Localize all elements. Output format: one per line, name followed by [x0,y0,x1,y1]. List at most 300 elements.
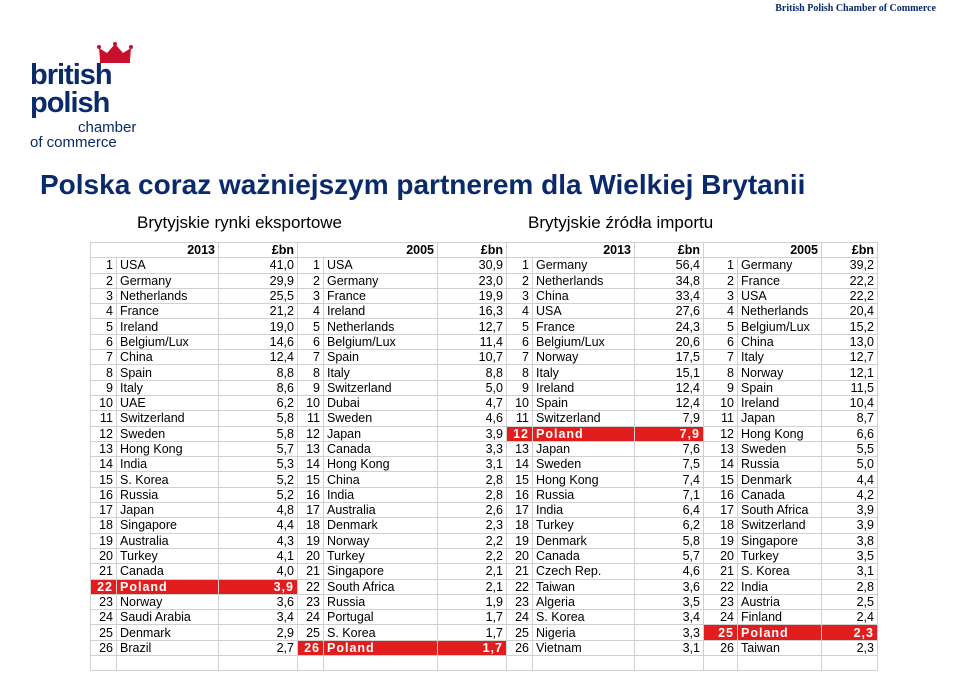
country-cell: UAE [117,395,219,410]
rank-cell: 2 [507,273,533,288]
rank-cell: 3 [507,288,533,303]
country-cell: Norway [533,350,635,365]
value-cell: 7,9 [635,411,704,426]
value-cell: 12,4 [635,395,704,410]
table-row [91,487,878,502]
country-cell: Russia [324,594,438,609]
value-cell: 2,1 [438,564,507,579]
country-cell: Czech Rep. [533,564,635,579]
rank-cell: 11 [704,411,738,426]
value-cell: 3,5 [635,594,704,609]
country-cell: Dubai [324,395,438,410]
value-cell: 4,6 [635,564,704,579]
country-cell: Italy [324,365,438,380]
country-cell: Australia [324,503,438,518]
country-cell: Russia [738,457,822,472]
value-cell: 8,6 [219,380,298,395]
empty-cell [91,656,117,671]
value-cell: 6,2 [635,518,704,533]
country-cell: Germany [117,273,219,288]
rank-cell: 18 [507,518,533,533]
rank-cell: 12 [91,426,117,441]
value-cell: 2,3 [822,625,878,640]
rank-cell: 16 [91,487,117,502]
value-cell: 30,9 [438,258,507,273]
rank-cell: 22 [298,579,324,594]
value-cell: 5,8 [219,411,298,426]
country-cell: S. Korea [533,610,635,625]
value-cell: 4,8 [219,503,298,518]
value-cell: 20,4 [822,304,878,319]
year-header: 2005 [298,243,438,258]
rank-cell: 22 [704,579,738,594]
country-cell: Poland [324,640,438,655]
value-cell: 2,3 [822,640,878,655]
table-row [91,273,878,288]
country-cell: Sweden [324,411,438,426]
country-cell: Sweden [738,441,822,456]
rank-cell: 25 [704,625,738,640]
value-cell: 4,1 [219,548,298,563]
rank-cell: 10 [507,395,533,410]
logo-word-chamber: chamber [78,119,137,136]
rank-cell: 25 [298,625,324,640]
value-cell: 8,7 [822,411,878,426]
empty-cell [219,656,298,671]
value-cell: 19,9 [438,288,507,303]
value-cell: 7,5 [635,457,704,472]
value-cell: 5,3 [219,457,298,472]
country-cell: Switzerland [324,380,438,395]
rank-cell: 20 [298,548,324,563]
rank-cell: 26 [704,640,738,655]
country-cell: South Africa [324,579,438,594]
rank-cell: 7 [704,350,738,365]
value-cell: 7,9 [635,426,704,441]
rank-cell: 21 [507,564,533,579]
rank-cell: 1 [507,258,533,273]
rank-cell: 8 [704,365,738,380]
country-cell: Denmark [738,472,822,487]
rank-cell: 12 [298,426,324,441]
country-cell: USA [533,304,635,319]
value-cell: 2,6 [438,503,507,518]
country-cell: France [738,273,822,288]
rank-cell: 7 [507,350,533,365]
country-cell: Brazil [117,640,219,655]
value-cell: 56,4 [635,258,704,273]
table-row [91,258,878,273]
table-header-row [91,243,878,258]
country-cell: Italy [738,350,822,365]
value-cell: 12,4 [635,380,704,395]
table-row [91,594,878,609]
value-cell: 3,9 [219,579,298,594]
rank-cell: 24 [507,610,533,625]
rank-cell: 21 [298,564,324,579]
country-cell: Norway [324,533,438,548]
value-cell: 19,0 [219,319,298,334]
value-cell: 3,9 [438,426,507,441]
table-spacer-row [91,656,878,671]
empty-cell [438,656,507,671]
country-cell: Algeria [533,594,635,609]
value-cell: 4,2 [822,487,878,502]
organization-header: British Polish Chamber of Commerce [775,3,936,14]
rank-cell: 17 [91,503,117,518]
country-cell: Canada [324,441,438,456]
rank-cell: 7 [298,350,324,365]
rank-cell: 16 [298,487,324,502]
rank-cell: 19 [704,533,738,548]
value-cell: 25,5 [219,288,298,303]
country-cell: Japan [117,503,219,518]
value-cell: 33,4 [635,288,704,303]
country-cell: Norway [738,365,822,380]
rank-cell: 26 [507,640,533,655]
unit-header: £bn [635,243,704,258]
table-row [91,518,878,533]
empty-cell [822,656,878,671]
rank-cell: 1 [704,258,738,273]
rank-cell: 21 [704,564,738,579]
value-cell: 39,2 [822,258,878,273]
rank-cell: 17 [704,503,738,518]
table-row [91,503,878,518]
value-cell: 15,2 [822,319,878,334]
country-cell: Singapore [738,533,822,548]
country-cell: Netherlands [738,304,822,319]
rank-cell: 2 [298,273,324,288]
rank-cell: 13 [298,441,324,456]
rank-cell: 7 [91,350,117,365]
table-row [91,426,878,441]
value-cell: 12,1 [822,365,878,380]
country-cell: Denmark [533,533,635,548]
country-cell: China [533,288,635,303]
country-cell: Ireland [738,395,822,410]
country-cell: Finland [738,610,822,625]
value-cell: 4,4 [822,472,878,487]
value-cell: 5,5 [822,441,878,456]
country-cell: Japan [324,426,438,441]
table-row [91,350,878,365]
value-cell: 6,6 [822,426,878,441]
value-cell: 4,6 [438,411,507,426]
country-cell: India [533,503,635,518]
rank-cell: 3 [91,288,117,303]
country-cell: Germany [324,273,438,288]
table-row [91,610,878,625]
value-cell: 1,7 [438,610,507,625]
value-cell: 15,1 [635,365,704,380]
country-cell: Spain [117,365,219,380]
country-cell: Hong Kong [324,457,438,472]
rank-cell: 9 [298,380,324,395]
table-row [91,441,878,456]
country-cell: USA [738,288,822,303]
value-cell: 27,6 [635,304,704,319]
table-row [91,411,878,426]
value-cell: 22,2 [822,288,878,303]
country-cell: Poland [533,426,635,441]
rank-cell: 14 [704,457,738,472]
country-cell: Germany [533,258,635,273]
country-cell: Vietnam [533,640,635,655]
rank-cell: 25 [91,625,117,640]
country-cell: Sweden [533,457,635,472]
value-cell: 3,1 [635,640,704,655]
value-cell: 2,2 [438,533,507,548]
rank-cell: 13 [704,441,738,456]
value-cell: 2,9 [219,625,298,640]
table-row [91,380,878,395]
chamber-logo [22,42,142,152]
country-cell: Norway [117,594,219,609]
value-cell: 8,8 [438,365,507,380]
rank-cell: 4 [298,304,324,319]
rank-cell: 2 [91,273,117,288]
table-row [91,319,878,334]
value-cell: 7,4 [635,472,704,487]
rank-cell: 2 [704,273,738,288]
value-cell: 5,2 [219,472,298,487]
value-cell: 4,7 [438,395,507,410]
country-cell: Taiwan [533,579,635,594]
rank-cell: 23 [704,594,738,609]
value-cell: 5,8 [635,533,704,548]
value-cell: 5,7 [219,441,298,456]
rank-cell: 9 [91,380,117,395]
value-cell: 4,0 [219,564,298,579]
value-cell: 2,2 [438,548,507,563]
rank-cell: 13 [91,441,117,456]
country-cell: Turkey [533,518,635,533]
value-cell: 7,6 [635,441,704,456]
value-cell: 3,9 [822,503,878,518]
unit-header: £bn [219,243,298,258]
value-cell: 3,3 [438,441,507,456]
value-cell: 3,3 [635,625,704,640]
rank-cell: 23 [507,594,533,609]
rank-cell: 4 [91,304,117,319]
empty-cell [635,656,704,671]
rank-cell: 25 [507,625,533,640]
rank-cell: 17 [298,503,324,518]
value-cell: 13,0 [822,334,878,349]
rank-cell: 5 [704,319,738,334]
value-cell: 2,8 [438,487,507,502]
value-cell: 2,1 [438,579,507,594]
country-cell: Turkey [117,548,219,563]
table-row [91,625,878,640]
rank-cell: 19 [507,533,533,548]
rank-cell: 8 [507,365,533,380]
country-cell: France [324,288,438,303]
country-cell: Hong Kong [117,441,219,456]
value-cell: 5,2 [219,487,298,502]
value-cell: 10,4 [822,395,878,410]
value-cell: 5,0 [438,380,507,395]
country-cell: Netherlands [117,288,219,303]
country-cell: India [117,457,219,472]
rank-cell: 20 [704,548,738,563]
table-row [91,548,878,563]
country-cell: Saudi Arabia [117,610,219,625]
value-cell: 2,3 [438,518,507,533]
value-cell: 11,4 [438,334,507,349]
country-cell: Hong Kong [738,426,822,441]
logo-word-commerce: of commerce [30,134,117,151]
country-cell: France [117,304,219,319]
empty-cell [324,656,438,671]
value-cell: 3,4 [219,610,298,625]
country-cell: Russia [117,487,219,502]
rank-cell: 3 [704,288,738,303]
country-cell: Turkey [324,548,438,563]
country-cell: USA [324,258,438,273]
rank-cell: 11 [91,411,117,426]
country-cell: Australia [117,533,219,548]
country-cell: Italy [533,365,635,380]
country-cell: Singapore [324,564,438,579]
rank-cell: 3 [298,288,324,303]
rank-cell: 5 [507,319,533,334]
rank-cell: 12 [507,426,533,441]
country-cell: India [738,579,822,594]
value-cell: 3,9 [822,518,878,533]
rank-cell: 17 [507,503,533,518]
value-cell: 41,0 [219,258,298,273]
value-cell: 1,7 [438,625,507,640]
value-cell: 2,8 [822,579,878,594]
country-cell: Nigeria [533,625,635,640]
rank-cell: 6 [91,334,117,349]
country-cell: Denmark [324,518,438,533]
country-cell: Switzerland [117,411,219,426]
value-cell: 21,2 [219,304,298,319]
rank-cell: 15 [91,472,117,487]
country-cell: France [533,319,635,334]
rank-cell: 19 [298,533,324,548]
country-cell: Turkey [738,548,822,563]
value-cell: 14,6 [219,334,298,349]
rank-cell: 10 [704,395,738,410]
rank-cell: 16 [507,487,533,502]
table-row [91,457,878,472]
country-cell: Hong Kong [533,472,635,487]
rank-cell: 10 [91,395,117,410]
unit-header: £bn [822,243,878,258]
table-row [91,334,878,349]
rank-cell: 23 [298,594,324,609]
rank-cell: 5 [298,319,324,334]
value-cell: 1,9 [438,594,507,609]
rank-cell: 13 [507,441,533,456]
country-cell: Ireland [533,380,635,395]
value-cell: 12,7 [438,319,507,334]
country-cell: Japan [738,411,822,426]
rank-cell: 19 [91,533,117,548]
value-cell: 29,9 [219,273,298,288]
empty-cell [507,656,533,671]
value-cell: 16,3 [438,304,507,319]
table-row [91,640,878,655]
value-cell: 6,4 [635,503,704,518]
empty-cell [533,656,635,671]
year-header: 2013 [91,243,219,258]
value-cell: 23,0 [438,273,507,288]
empty-cell [117,656,219,671]
country-cell: Netherlands [533,273,635,288]
logo-word-british: british [30,59,112,91]
rank-cell: 26 [298,640,324,655]
value-cell: 20,6 [635,334,704,349]
country-cell: Spain [533,395,635,410]
table-row [91,472,878,487]
year-header: 2013 [507,243,635,258]
country-cell: Belgium/Lux [324,334,438,349]
country-cell: South Africa [738,503,822,518]
value-cell: 5,0 [822,457,878,472]
rank-cell: 18 [298,518,324,533]
rank-cell: 22 [91,579,117,594]
value-cell: 3,1 [438,457,507,472]
value-cell: 22,2 [822,273,878,288]
rank-cell: 6 [704,334,738,349]
country-cell: Ireland [324,304,438,319]
rank-cell: 12 [704,426,738,441]
country-cell: China [117,350,219,365]
rank-cell: 21 [91,564,117,579]
rank-cell: 20 [91,548,117,563]
value-cell: 34,8 [635,273,704,288]
page-title: Polska coraz ważniejszym partnerem dla Wielkiej Brytanii [40,169,806,200]
value-cell: 24,3 [635,319,704,334]
table-row [91,288,878,303]
country-cell: Poland [117,579,219,594]
empty-cell [704,656,738,671]
value-cell: 4,4 [219,518,298,533]
country-cell: Netherlands [324,319,438,334]
rank-cell: 9 [507,380,533,395]
country-cell: Poland [738,625,822,640]
country-cell: Switzerland [738,518,822,533]
rank-cell: 6 [298,334,324,349]
imports-section-title: Brytyjskie źródła importu [528,213,714,232]
country-cell: China [324,472,438,487]
value-cell: 5,7 [635,548,704,563]
rank-cell: 24 [91,610,117,625]
rank-cell: 15 [704,472,738,487]
country-cell: S. Korea [117,472,219,487]
logo-word-polish: polish [30,87,110,119]
value-cell: 3,5 [822,548,878,563]
table-row [91,395,878,410]
rank-cell: 24 [704,610,738,625]
value-cell: 3,6 [219,594,298,609]
country-cell: Sweden [117,426,219,441]
value-cell: 2,7 [219,640,298,655]
country-cell: Belgium/Lux [117,334,219,349]
exports-section-title: Brytyjskie rynki eksportowe [137,213,343,232]
country-cell: Spain [738,380,822,395]
rank-cell: 8 [298,365,324,380]
rank-cell: 24 [298,610,324,625]
rank-cell: 5 [91,319,117,334]
value-cell: 3,1 [822,564,878,579]
rank-cell: 15 [298,472,324,487]
